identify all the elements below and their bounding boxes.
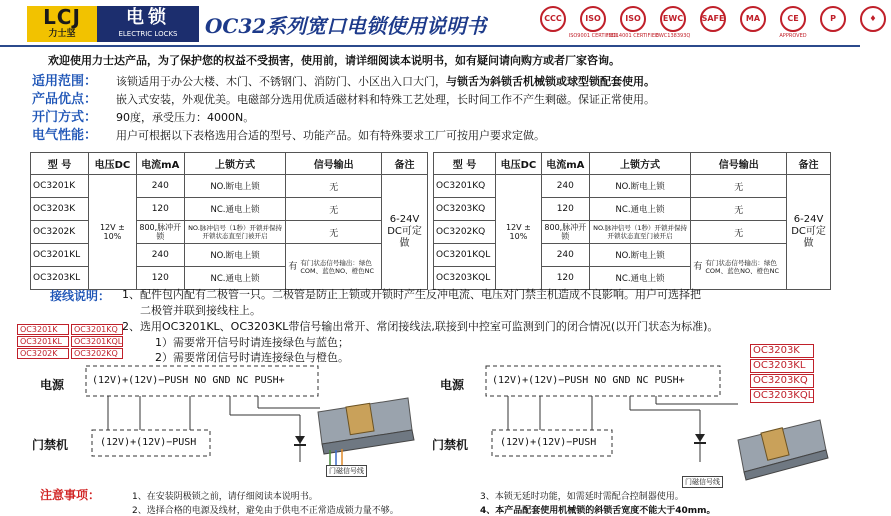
door-sensor-label: 门磁信号线 [682,476,723,488]
electric-strike-icon [738,420,828,480]
col-header: 电压DC [88,153,136,175]
wiring-note-2b: 2）需要常闭信号时请连接绿色与橙色。 [155,351,349,364]
logo-brand-sub: 力士坚 [48,29,76,39]
ma-icon: MA [740,6,766,32]
model-table-left [30,152,428,290]
cert-mark [855,6,891,39]
safety-icon: SAFE [700,6,726,32]
spec-label: 产品优点： [32,92,98,107]
iso-icon: ISO [580,6,606,32]
current-cell: 120 [541,267,589,290]
mode-cell: NO.脉冲信号（1秒）开锁并保持开锁状态直至门被开启 [184,221,286,244]
signal-has: 有 [288,261,298,272]
model-tag: OC3203K [750,344,814,358]
spec-text: 90度，承受压力：4000N。 [116,111,255,124]
wiring-label: 接线说明： [50,289,111,303]
power-label: 电源 [440,378,465,392]
model-tag: OC3203KL [750,359,814,373]
diode-icon [295,436,305,444]
mode-cell: NO.断电上锁 [589,175,691,198]
mode-cell: NO.断电上锁 [184,244,286,267]
spec-application [32,70,655,89]
col-header: 型 号 [31,153,89,175]
signal-cell: 无 [286,221,382,244]
col-header: 上锁方式 [589,153,691,175]
col-header: 信号输出 [691,153,787,175]
col-header: 电流mA [136,153,184,175]
logo-brand-block [27,6,97,42]
signal-cell: 无 [691,175,787,198]
model-cell: OC3203KQ [434,198,496,221]
col-header: 上锁方式 [184,153,286,175]
current-cell: 800,脉冲开锁 [541,221,589,244]
caution-note-3: 3、本锁无延时功能，如需延时需配合控制器使用。 [480,492,684,502]
wiring-note-1a: 1、配件包内配有二极管一只。二极管是防止上锁或开锁时产生反冲电流、电压对门禁主机造成不良影响。用户可选择把 [122,288,701,301]
access-controller-label: 门禁机 [432,438,469,452]
mode-cell: NO.脉冲信号（1秒）开锁并保持开锁状态直至门被开启 [589,221,691,244]
logo-cn: 电锁 [126,7,170,28]
table-row [434,221,831,244]
welcome-text: 欢迎使用力士达产品，为了保护您的权益不受损害，使用前，请详细阅读本说明书，如有疑问请向购方或者厂家咨询。 [48,54,620,67]
mode-cell: NC.通电上锁 [184,267,286,290]
voltage-cell: 12V ± 10% [88,175,136,290]
model-tag: OC3203KQL [750,389,814,403]
model-tag: OC3201KQ [71,324,123,335]
current-cell: 240 [541,175,589,198]
cert-mark: CE APPROVED [775,6,811,39]
cert-mark [695,6,731,39]
model-tag: OC3201KL [17,336,69,347]
model-cell: OC3201KL [31,244,89,267]
cert-mark: ISO ISO14001 CERTIFIED [615,6,651,39]
model-cell: OC3201KQ [434,175,496,198]
mode-cell: NO.断电上锁 [589,244,691,267]
spec-opening [32,106,254,125]
mode-cell: NC.通电上锁 [184,198,286,221]
current-cell: 120 [136,267,184,290]
access-controller-label: 门禁机 [32,438,69,452]
mode-cell: NO.断电上锁 [184,175,286,198]
ewc-icon: EWC [660,6,686,32]
logo-product-block [97,6,199,42]
signal-cell: 无 [286,198,382,221]
col-header: 信号输出 [286,153,382,175]
col-header: 备注 [787,153,831,175]
col-header: 型 号 [434,153,496,175]
table-header-row [31,153,428,175]
power-terminals: (12V)+(12V)−PUSH NO GND NC PUSH+ [92,375,285,386]
spec-label: 电气性能： [32,128,98,143]
logo-brand: LCJ [43,5,81,29]
current-cell: 120 [136,198,184,221]
spec-text: 嵌入式安装，外观优美。电磁部分选用优质适磁材料和特殊工艺处理，长时间工作不产生剩磁。保证正常使用。 [116,93,655,106]
spec-text: 该锁适用于办公大楼、木门、不锈钢门、消防门、小区出入口大门， [116,75,446,88]
spec-label: 开门方式： [32,110,98,125]
electric-strike-icon [318,398,414,465]
col-header: 电流mA [541,153,589,175]
access-terminals: (12V)+(12V)−PUSH [500,437,597,448]
p-mark-icon: P [820,6,846,32]
spec-text: 用户可根据以下表格选用合适的型号、功能产品。如有特殊要求工厂可按用户要求定做。 [116,129,545,142]
caution-label: 注意事项： [40,488,101,502]
wiring-diagram-right [420,360,850,490]
model-tag: OC3202KQ [71,348,123,359]
table-row [434,244,831,267]
model-cell: OC3203K [31,198,89,221]
table-row [434,175,831,198]
ce-icon: CE [780,6,806,32]
door-sensor-label: 门磁信号线 [326,465,367,477]
iso-icon: ISO [620,6,646,32]
spec-text-bold: 与锁舌为斜锁舌机械锁或球型锁配套使用。 [446,75,655,88]
cert-mark [815,6,851,39]
diode-icon [695,434,705,442]
table-row [31,175,428,198]
signal-cell: 有门状态信号输出：绿色COM、蓝色NO、橙色NC [300,258,374,275]
brand-logo [27,6,199,42]
remark-cell: 6-24V DC可定做 [787,175,831,290]
model-cell: OC3202K [31,221,89,244]
table-row [434,198,831,221]
table-header-row [434,153,831,175]
power-terminals: (12V)+(12V)−PUSH NO GND NC PUSH+ [492,375,685,386]
current-cell: 240 [136,175,184,198]
model-tag: OC3201K [17,324,69,335]
model-tag: OC3202K [17,348,69,359]
model-cell: OC3201K [31,175,89,198]
model-tag: OC3203KQ [750,374,814,388]
voltage-cell: 12V ± 10% [495,175,541,290]
spec-label: 适用范围： [32,74,98,89]
signal-cell: 无 [691,221,787,244]
spec-electrical [32,124,545,143]
logo-en: ELECTRIC LOCKS [118,30,178,38]
caution-note-1: 1、在安装阴极锁之前，请仔细阅读本说明书。 [132,492,318,502]
model-cell: OC3203KQL [434,267,496,290]
current-cell: 240 [541,244,589,267]
wiring-diagram-left [0,360,430,490]
cert-mark: EWC EWC138393Q [655,6,691,39]
wiring-note-2a: 1）需要常开信号时请连接绿色与蓝色； [155,336,349,349]
caution-note-2: 2、选择合格的电源及线材，避免由于供电不正常造成锁力量不够。 [132,506,399,516]
page-title: OC32系列宽口电锁使用说明书 [205,14,487,38]
mode-cell: NC.通电上锁 [589,198,691,221]
signal-cell: 无 [286,175,382,198]
wiring-note-2: 2、选用OC3201KL、OC3203KL带信号输出常开、常闭接线法,联接到中控室可监测到门的闭合情况(以开门状态为标准)。 [122,320,719,333]
caution-note-4: 4、本产品配套使用机械锁的斜锁舌宽度不能大于40mm。 [480,506,716,516]
current-cell: 800,脉冲开锁 [136,221,184,244]
cert-mark [535,6,571,39]
certification-marks [535,6,891,39]
ccc-icon: CCC [540,6,566,32]
model-tags-left [17,324,123,359]
model-cell: OC3201KQL [434,244,496,267]
current-cell: 120 [541,198,589,221]
signal-cell: 无 [691,198,787,221]
remark-cell: 6-24V DC可定做 [382,175,428,290]
wiring-note-1b: 二极管并联到接线柱上。 [140,304,261,317]
model-cell: OC3202KQ [434,221,496,244]
col-header: 备注 [382,153,428,175]
mode-cell: NC.通电上锁 [589,267,691,290]
access-terminals: (12V)+(12V)−PUSH [100,437,197,448]
model-table-right [433,152,831,290]
model-tag: OC3201KQL [71,336,123,347]
model-cell: OC3203KL [31,267,89,290]
diamond-icon: ♦ [860,6,886,32]
spec-advantages [32,88,655,107]
header [0,0,877,47]
col-header: 电压DC [495,153,541,175]
cert-mark [735,6,771,39]
current-cell: 240 [136,244,184,267]
power-label: 电源 [40,378,65,392]
signal-cell: 有门状态信号输出：绿色COM、蓝色NO、橙色NC [705,258,780,275]
signal-has: 有 [693,261,703,272]
cert-mark: ISO ISO9001 CERTIFIED [575,6,611,39]
